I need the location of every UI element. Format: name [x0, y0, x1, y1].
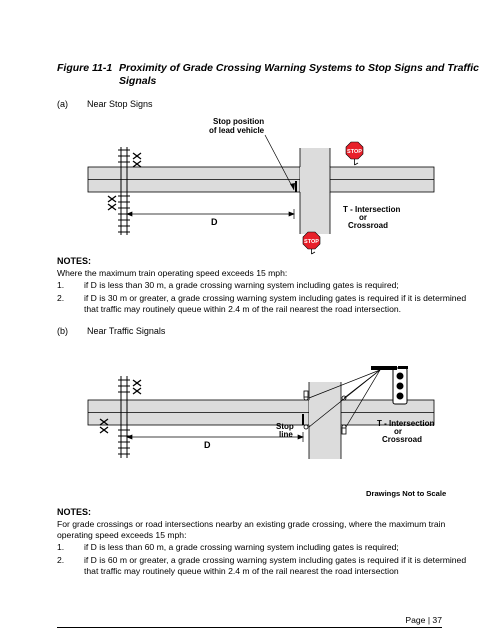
page-number: Page | 37: [405, 615, 442, 625]
drawings-not-to-scale: Drawings Not to Scale: [366, 489, 447, 498]
stop-line-label-2: line: [279, 430, 293, 439]
stop-line-label-1: Stop: [276, 422, 294, 431]
intersection-label-a-3: Crossroad: [348, 221, 389, 230]
diagram-a-title: Near Stop Signs: [87, 99, 153, 109]
intersection-label-b-3: Crossroad: [382, 435, 423, 444]
stop-position-label-2: of lead vehicle: [209, 126, 265, 135]
notes-a-heading: NOTES:: [57, 256, 92, 266]
stop-sign-a-bottom-text: STOP: [304, 239, 319, 245]
footer-divider: [57, 627, 442, 628]
diagram-a-label: (a): [57, 99, 68, 109]
notes-b-heading: NOTES:: [57, 507, 92, 517]
figure-caption: Proximity of Grade Crossing Warning Systems to Stop Signs and Traffic Signals: [119, 62, 479, 87]
stop-sign-a-top-text: STOP: [347, 149, 362, 155]
intersection-label-a-2: or: [359, 213, 367, 222]
crossbuck-sign-b-top: [133, 380, 141, 394]
notes-a-intro: Where the maximum train operating speed exceeds 15 mph:: [57, 268, 288, 278]
figure-number: Figure 11-1: [57, 62, 113, 74]
notes-b-intro: For grade crossings or road intersections nearby an existing grade crossing, where the maximum train operating speed exceeds 15 mph:: [57, 519, 446, 540]
intersection-label-b-1: T - Intersection: [377, 419, 435, 428]
d-label-b: D: [204, 440, 211, 450]
intersection-label-a-1: T - Intersection: [343, 205, 401, 214]
stop-position-label-1: Stop position: [213, 117, 265, 126]
dimension-d-b: [127, 432, 303, 442]
road-vertical-b: [309, 382, 341, 459]
diagram-b-title: Near Traffic Signals: [87, 326, 166, 336]
diagram-b-label: (b): [57, 326, 68, 336]
intersection-label-b-2: or: [394, 427, 402, 436]
d-label-a: D: [211, 217, 218, 227]
